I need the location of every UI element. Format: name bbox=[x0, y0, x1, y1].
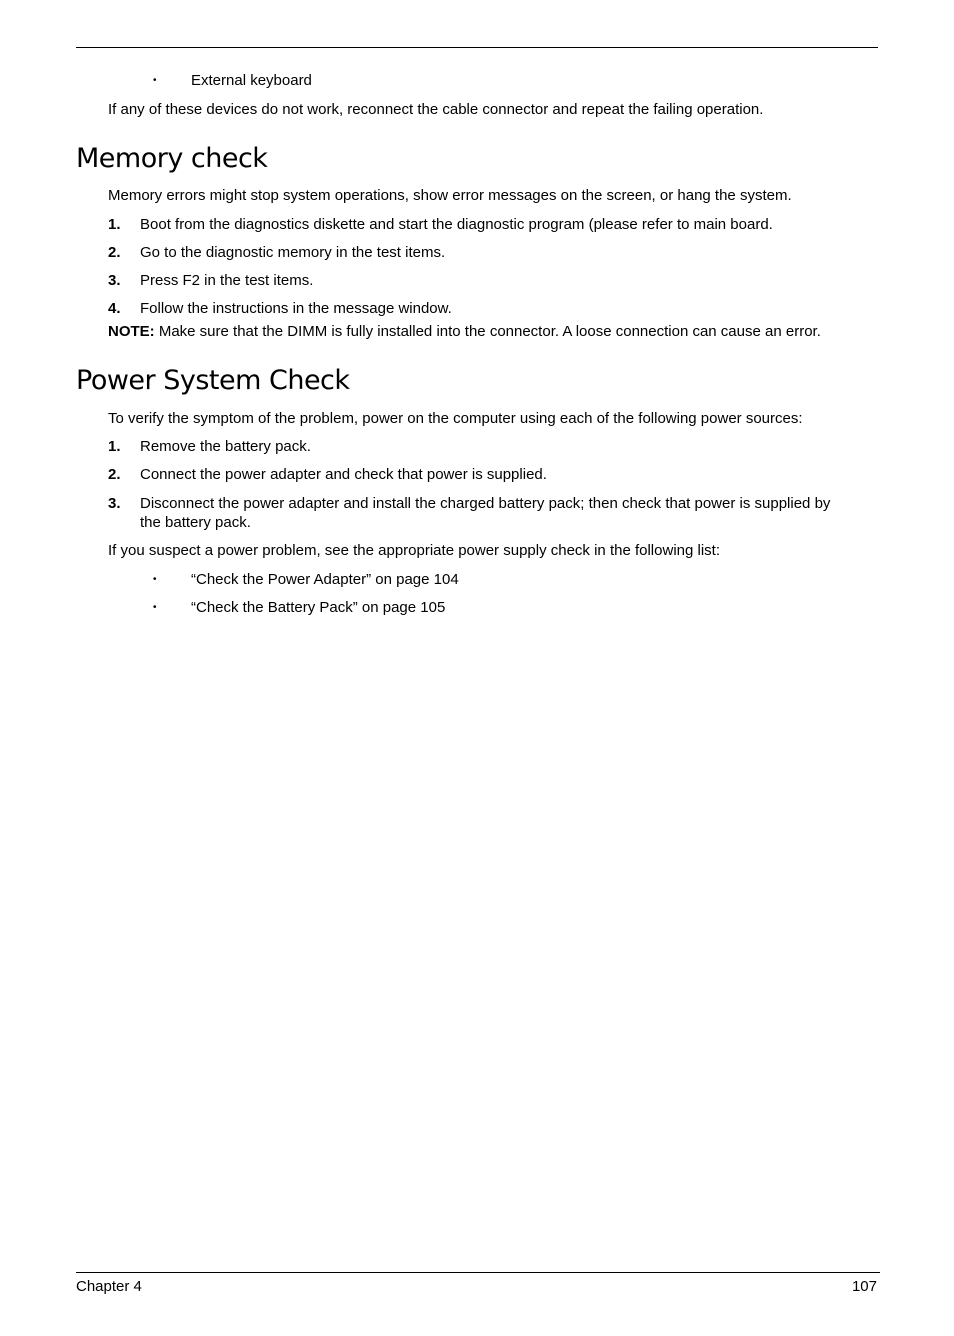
note-label: NOTE: bbox=[108, 323, 155, 340]
power-step-2: Connect the power adapter and check that power is supplied. bbox=[140, 466, 547, 483]
memory-check-intro: Memory errors might stop system operations, show error messages on the screen, or hang the system. bbox=[108, 187, 792, 204]
bullet-marker: • bbox=[153, 602, 157, 613]
memory-step-2: Go to the diagnostic memory in the test items. bbox=[140, 244, 446, 261]
step-number: 3. bbox=[108, 495, 121, 512]
power-check-intro: To verify the symptom of the problem, power on the computer using each of the following power sources: bbox=[108, 410, 803, 427]
power-step-3: Disconnect the power adapter and install the charged battery pack; then check that power is supplied by bbox=[140, 495, 831, 512]
footer-chapter: Chapter 4 bbox=[76, 1278, 142, 1295]
bullet-marker: • bbox=[153, 574, 157, 585]
memory-step-1: Boot from the diagnostics diskette and start the diagnostic program (please refer to main board. bbox=[140, 216, 773, 233]
power-step-3-continued: the battery pack. bbox=[140, 514, 251, 531]
memory-step-3: Press F2 in the test items. bbox=[140, 272, 314, 289]
note-text: Make sure that the DIMM is fully installed into the connector. A loose connection can cause an error. bbox=[154, 323, 821, 340]
step-number: 2. bbox=[108, 466, 121, 483]
memory-check-heading: Memory check bbox=[76, 143, 268, 174]
step-number: 1. bbox=[108, 438, 121, 455]
power-suspect-paragraph: If you suspect a power problem, see the appropriate power supply check in the following list: bbox=[108, 542, 720, 559]
header-rule bbox=[76, 47, 878, 48]
list-item-external-keyboard: External keyboard bbox=[191, 72, 312, 89]
bullet-marker: • bbox=[153, 75, 157, 86]
step-number: 1. bbox=[108, 216, 121, 233]
step-number: 4. bbox=[108, 300, 121, 317]
footer-rule bbox=[76, 1272, 880, 1273]
memory-note bbox=[108, 323, 821, 341]
memory-step-4: Follow the instructions in the message window. bbox=[140, 300, 452, 317]
link-check-power-adapter[interactable]: “Check the Power Adapter” on page 104 bbox=[191, 571, 459, 588]
step-number: 3. bbox=[108, 272, 121, 289]
step-number: 2. bbox=[108, 244, 121, 261]
power-check-heading: Power System Check bbox=[76, 365, 350, 396]
link-check-battery-pack[interactable]: “Check the Battery Pack” on page 105 bbox=[191, 599, 446, 616]
footer-page-number: 107 bbox=[851, 1278, 877, 1295]
power-step-1: Remove the battery pack. bbox=[140, 438, 311, 455]
reconnect-paragraph: If any of these devices do not work, reconnect the cable connector and repeat the failing operation. bbox=[108, 101, 764, 118]
